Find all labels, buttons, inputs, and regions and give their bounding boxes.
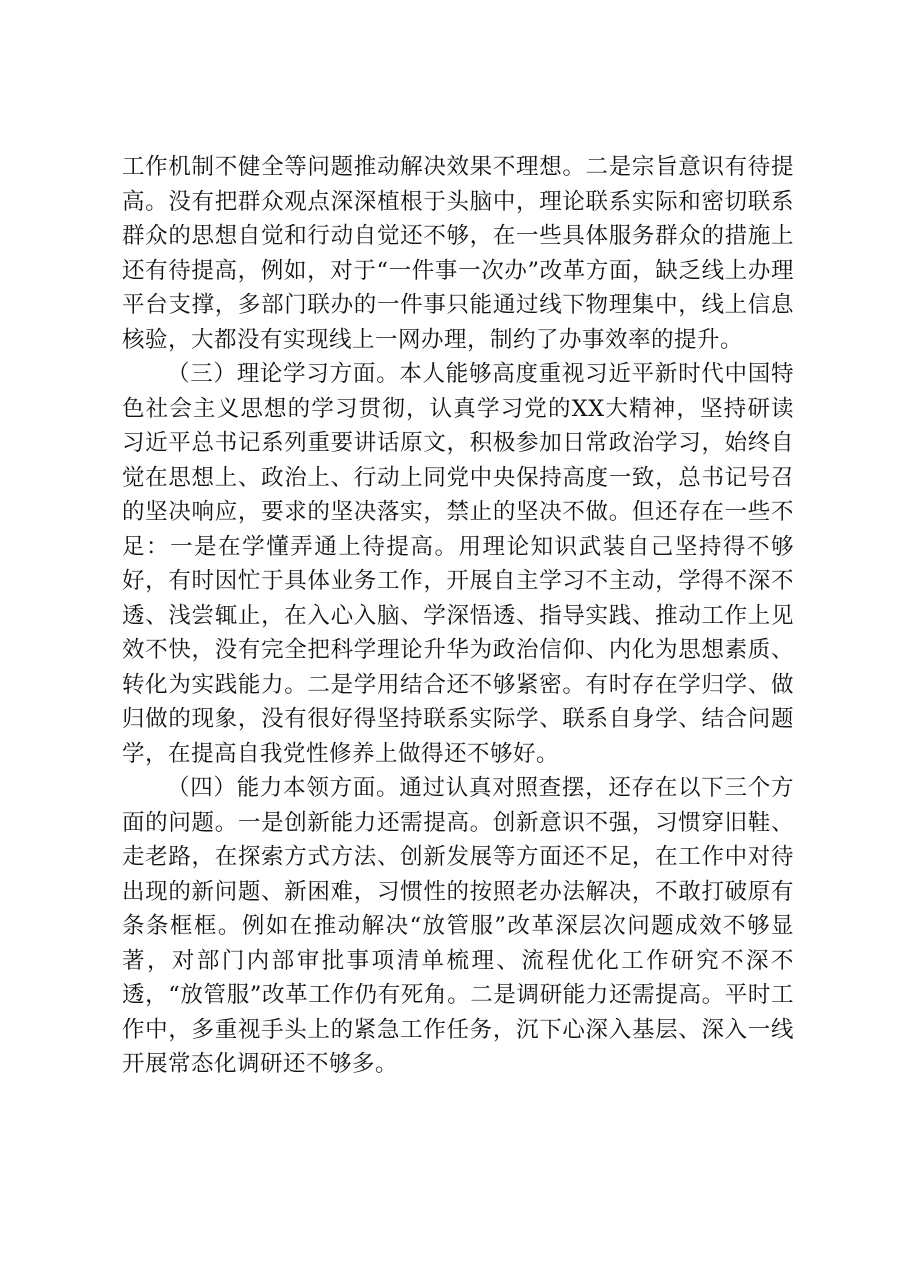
- paragraph-theory-study: （三）理论学习方面。本人能够高度重视习近平新时代中国特色社会主义思想的学习贯彻，认真学习党的XX大精神，坚持研读习近平总书记系列重要讲话原文，积极参加日常政治学习，始终自觉在思想上、政治上、行动上同党中央保持高度一致，总书记号召的坚决响应，要求的坚决落实，禁止的坚决不做。但还存在一些不足：一是在学懂弄通上待提高。用理论知识武装自己坚持得不够好，有时因忙于具体业务工作，开展自主学习不主动，学得不深不透、浅尝辄止，在入心入脑、学深悟透、指导实践、推动工作上见效不快，没有完全把科学理论升华为政治信仰、内化为思想素质、转化为实践能力。二是学用结合还不够紧密。有时存在学归学、做归做的现象，没有很好得坚持联系实际学、联系自身学、结合问题学，在提高自我党性修养上做得还不够好。: [122, 361, 794, 767]
- document-body: [122, 150, 794, 1082]
- paragraph-capability: （四）能力本领方面。通过认真对照查摆，还存在以下三个方面的问题。一是创新能力还需提高。创新意识不强，习惯穿旧鞋、走老路，在探索方式方法、创新发展等方面还不足，在工作中对待出现的新问题、新困难，习惯性的按照老办法解决，不敢打破原有条条框框。例如在推动解决“放管服”改革深层次问题成效不够显著，对部门内部审批事项清单梳理、流程优化工作研究不深不透，“放管服”改革工作仍有死角。二是调研能力还需提高。平时工作中，多重视手头上的紧急工作任务，沉下心深入基层、深入一线开展常态化调研还不够多。: [122, 775, 794, 1077]
- paragraph-continuation: 工作机制不健全等问题推动解决效果不理想。二是宗旨意识有待提高。没有把群众观点深深植根于头脑中，理论联系实际和密切联系群众的思想自觉和行动自觉还不够，在一些具体服务群众的措施上还有待提高，例如，对于“一件事一次办”改革方面，缺乏线上办理平台支撑，多部门联办的一件事只能通过线下物理集中，线上信息核验，大都没有实现线上一网办理，制约了办事效率的提升。: [122, 154, 794, 353]
